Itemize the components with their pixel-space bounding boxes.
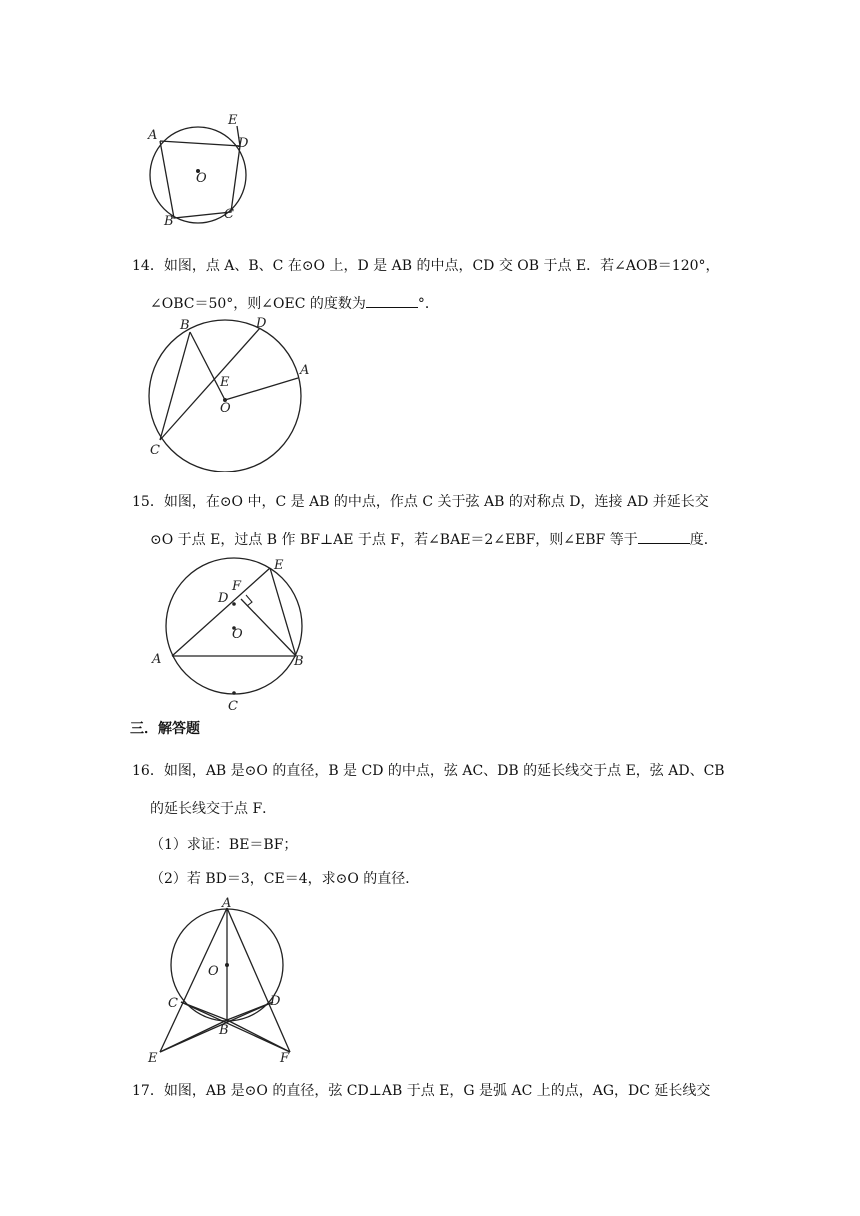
- q16-line2: 的延长线交于点 F．: [150, 801, 277, 817]
- fig14-label-d: D: [256, 316, 267, 331]
- fig16-label-o: O: [208, 964, 219, 979]
- answer-blank-14[interactable]: [366, 295, 418, 308]
- fig13-label-o: O: [196, 171, 207, 186]
- fig15-label-o: O: [232, 627, 243, 642]
- fig16-label-d: D: [270, 994, 281, 1009]
- fig14-label-c: C: [150, 443, 160, 458]
- fig15-label-f: F: [232, 579, 242, 594]
- fig13-label-e: E: [228, 113, 238, 128]
- fig16-label-b: B: [219, 1023, 229, 1038]
- fig14-label-b: B: [180, 318, 190, 333]
- fig13-label-d: D: [238, 136, 249, 151]
- figure-13: [140, 108, 260, 230]
- fig15-label-b: B: [294, 654, 304, 669]
- fig14-label-e: E: [220, 375, 230, 390]
- figure-16: [140, 895, 310, 1067]
- fig15-label-d: D: [218, 591, 229, 606]
- fig16-label-c: C: [168, 996, 178, 1011]
- fig15-label-e: E: [274, 558, 284, 573]
- fig16-label-a: A: [222, 896, 232, 911]
- section-heading: 三．解答题: [130, 721, 200, 737]
- q15-line2: ⊙O 于点 E，过点 B 作 BF⊥AE 于点 F，若∠BAE＝2∠EBF，则∠EBF 等于 度．: [150, 532, 718, 548]
- answer-blank-15[interactable]: [638, 531, 690, 544]
- fig13-label-c: C: [224, 207, 234, 222]
- q16-part1: （1）求证：BE＝BF；: [150, 837, 298, 853]
- fig13-label-b: B: [164, 214, 174, 229]
- q16-part2: （2）若 BD＝3，CE＝4，求⊙O 的直径．: [150, 871, 420, 887]
- q16-line1: 16．如图，AB 是⊙O 的直径，B 是 CD 的中点，弦 AC、DB 的延长线交于点 E，弦 AD、CB: [132, 763, 725, 779]
- q17-line1: 17．如图，AB 是⊙O 的直径，弦 CD⊥AB 于点 E，G 是弧 AC 上的点，AG，DC 延长线交: [132, 1083, 711, 1099]
- q15-line1: 15．如图，在⊙O 中，C 是 AB 的中点，作点 C 关于弦 AB 的对称点 D，连接 AD 并延长交: [132, 494, 709, 510]
- fig15-label-c: C: [228, 699, 238, 714]
- figure-15: [150, 550, 330, 715]
- fig16-label-f: F: [280, 1051, 290, 1066]
- fig14-label-o: O: [220, 401, 231, 416]
- fig14-label-a: A: [300, 363, 310, 378]
- fig13-label-a: A: [148, 128, 158, 143]
- fig16-label-e: E: [148, 1051, 158, 1066]
- q14-line1: 14．如图，点 A、B、C 在⊙O 上，D 是 AB 的中点，CD 交 OB 于点 E．若∠AOB＝120°，: [132, 258, 720, 274]
- figure-14: [140, 312, 320, 472]
- q14-line2: ∠OBC＝50°，则∠OEC 的度数为 °．: [150, 296, 439, 312]
- fig15-label-a: A: [152, 652, 162, 667]
